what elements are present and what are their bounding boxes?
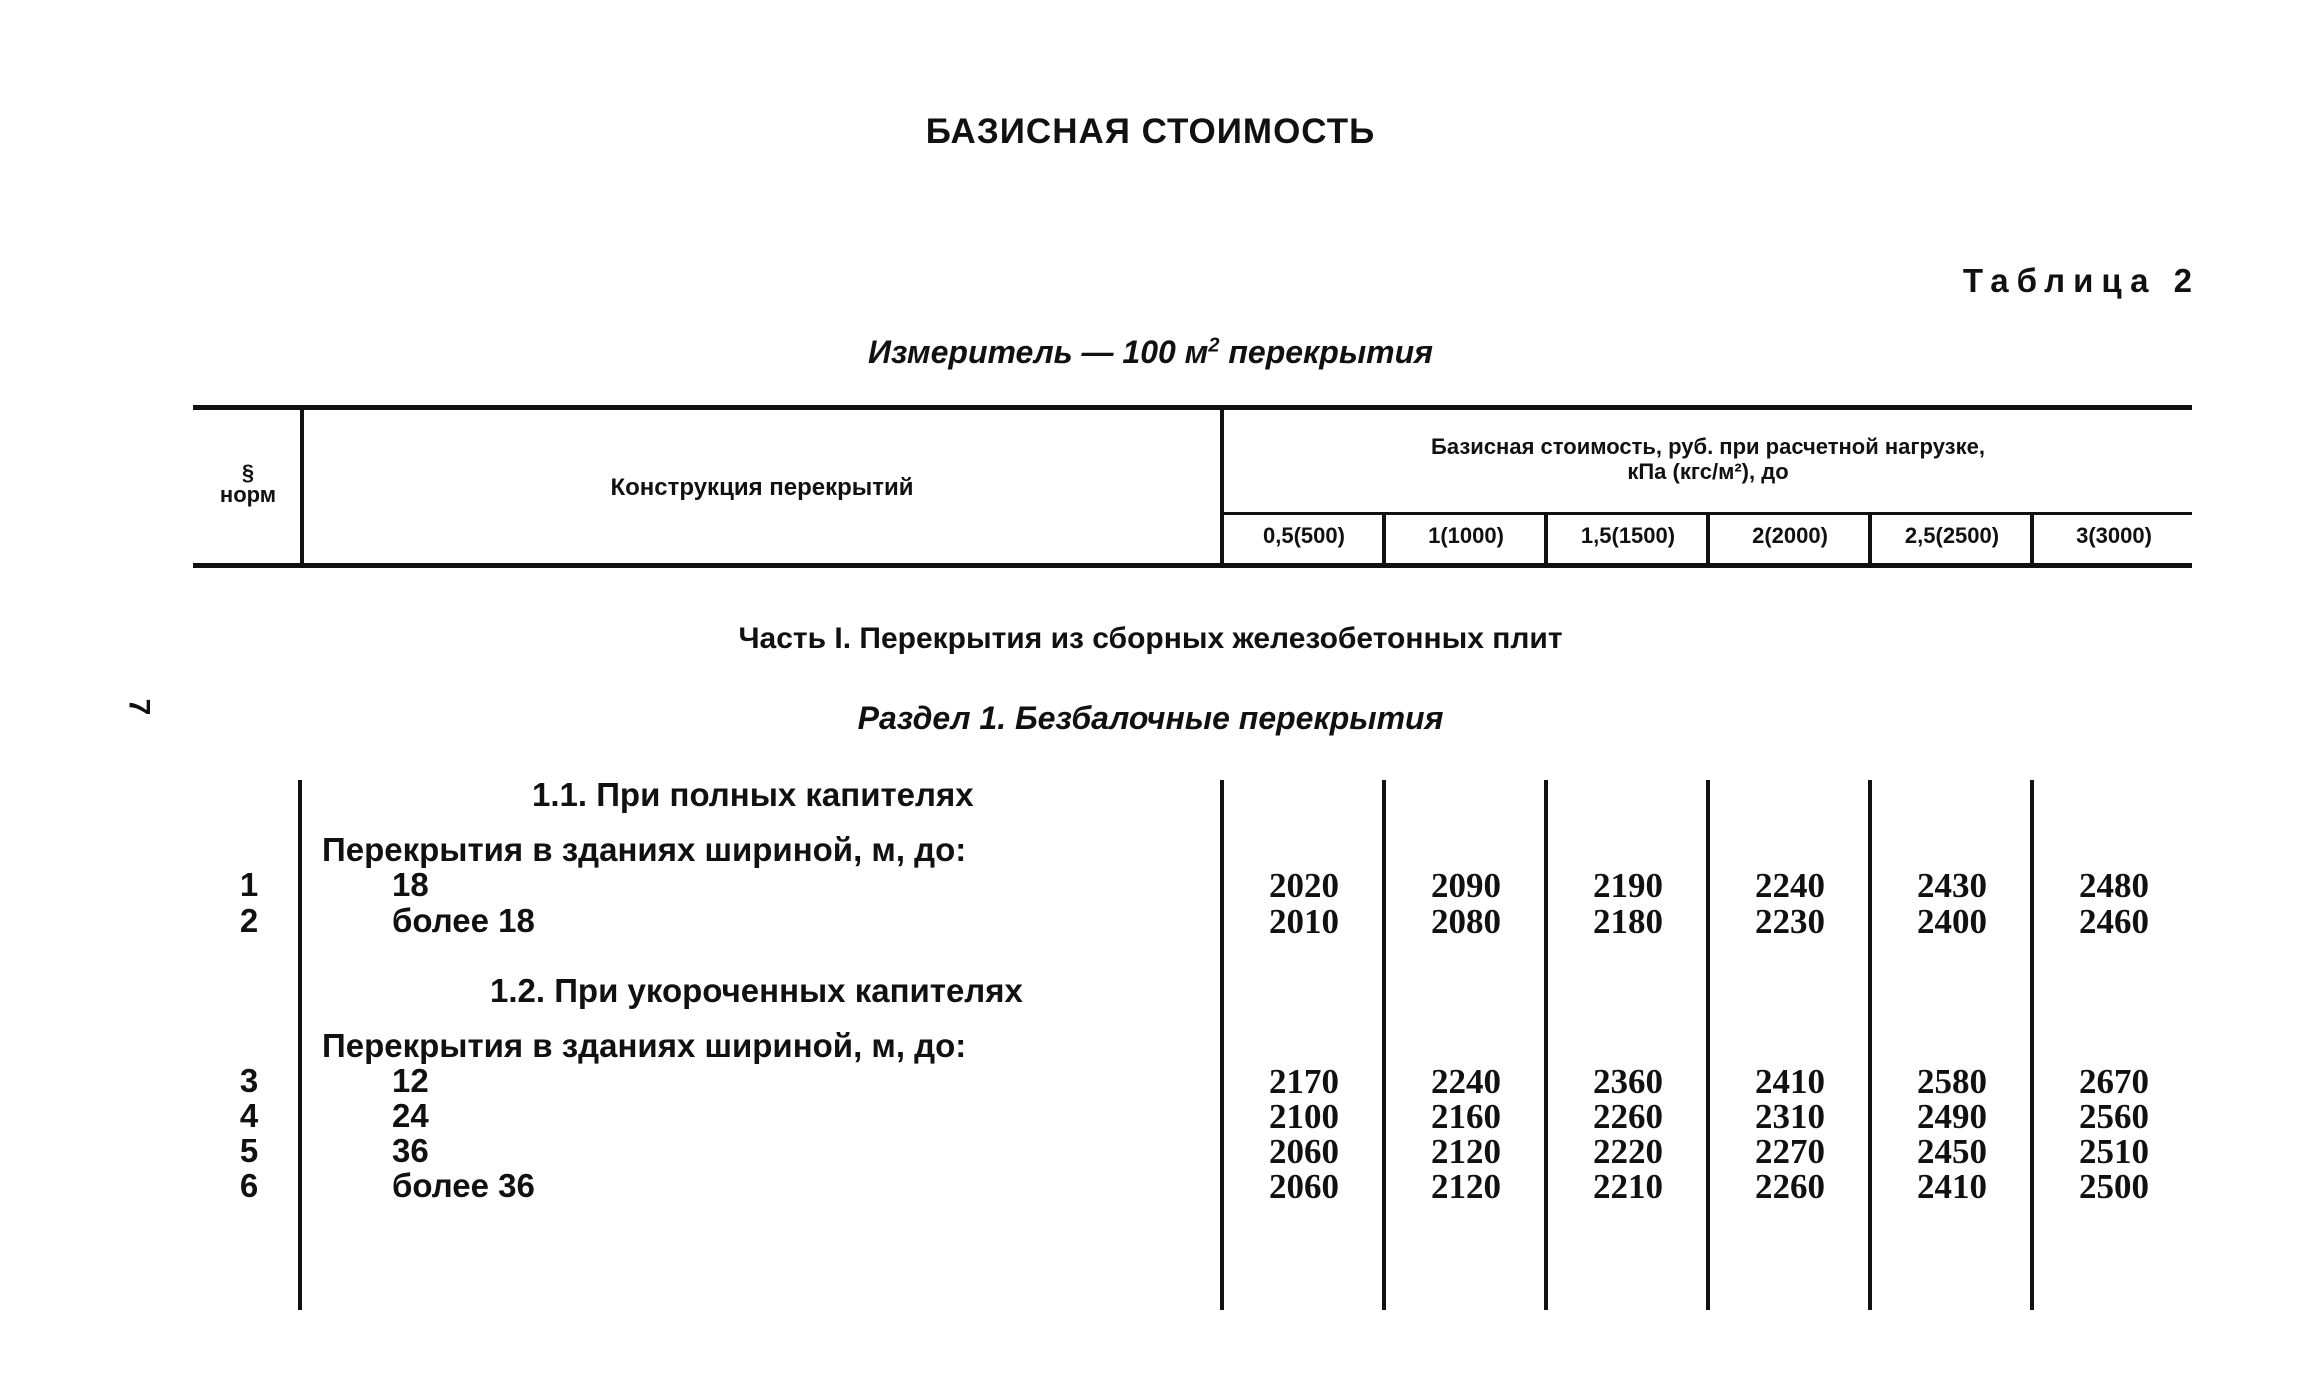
subsection-title: 1.2. При укороченных капителях <box>490 972 1023 1009</box>
load-col-2: 1(1000) <box>1428 523 1504 548</box>
cell-value: 2010 <box>1269 902 1339 941</box>
measure-suffix: перекрытия <box>1219 334 1433 370</box>
header-construction: Конструкция перекрытий <box>610 474 914 501</box>
cell-value: 2240 <box>1755 866 1825 905</box>
cell-value: 2510 <box>2079 1132 2149 1171</box>
cell-value: 2090 <box>1431 866 1501 905</box>
subsection-intro: Перекрытия в зданиях шириной, м, до: <box>322 831 967 868</box>
measure-sup: 2 <box>1208 334 1220 357</box>
header-top-rule <box>193 405 2192 410</box>
body-vline-col5 <box>1868 780 1872 1310</box>
cell-value: 2120 <box>1431 1167 1501 1206</box>
subsection-title: 1.1. При полных капителях <box>532 776 974 813</box>
cell-value: 2400 <box>1917 902 1987 941</box>
cell-value: 2220 <box>1593 1132 1663 1171</box>
load-col-6: 3(3000) <box>2076 523 2152 548</box>
measure-unit <box>0 334 2301 371</box>
cell-value: 2410 <box>1917 1167 1987 1206</box>
cell-value: 2210 <box>1593 1167 1663 1206</box>
row-description: более 18 <box>392 902 535 939</box>
cell-value: 2410 <box>1755 1062 1825 1101</box>
cell-value: 2580 <box>1917 1062 1987 1101</box>
cell-value: 2060 <box>1269 1132 1339 1171</box>
header-norm-line2: норм <box>219 482 277 507</box>
cell-value: 2360 <box>1593 1062 1663 1101</box>
header-cost-line2: кПа (кгс/м²), до <box>1627 459 1789 484</box>
cell-value: 2270 <box>1755 1132 1825 1171</box>
body-vline-col6 <box>2030 780 2034 1310</box>
row-number: 1 <box>239 866 259 903</box>
row-description: 18 <box>392 866 429 903</box>
header-norm <box>196 462 300 506</box>
row-description: 24 <box>392 1097 429 1134</box>
body-vline-norm <box>298 780 302 1310</box>
cell-value: 2230 <box>1755 902 1825 941</box>
cell-value: 2120 <box>1431 1132 1501 1171</box>
section-title: Раздел 1. Безбалочные перекрытия <box>857 700 1444 736</box>
cell-value: 2260 <box>1755 1167 1825 1206</box>
header-cost-line1: Базисная стоимость, руб. при расчетной нагрузке, <box>1431 434 1985 459</box>
row-number: 2 <box>239 902 259 939</box>
part-title: Часть I. Перекрытия из сборных железобетонных плит <box>738 622 1563 655</box>
cell-value: 2260 <box>1593 1097 1663 1136</box>
header-norm-line1: § <box>241 460 255 485</box>
cell-value: 2480 <box>2079 866 2149 905</box>
cell-value: 2080 <box>1431 902 1501 941</box>
load-col-1: 0,5(500) <box>1263 523 1345 548</box>
header-bottom-rule <box>193 563 2192 568</box>
row-number: 6 <box>239 1167 259 1204</box>
cell-value: 2450 <box>1917 1132 1987 1171</box>
cell-value: 2500 <box>2079 1167 2149 1206</box>
cell-value: 2020 <box>1269 866 1339 905</box>
cell-value: 2100 <box>1269 1097 1339 1136</box>
cell-value: 2430 <box>1917 866 1987 905</box>
row-number: 5 <box>239 1132 259 1169</box>
body-vline-col2 <box>1382 780 1386 1310</box>
subsection-intro: Перекрытия в зданиях шириной, м, до: <box>322 1027 967 1064</box>
cell-value: 2170 <box>1269 1062 1339 1101</box>
cell-value: 2180 <box>1593 902 1663 941</box>
cell-value: 2310 <box>1755 1097 1825 1136</box>
page-title: БАЗИСНАЯ СТОИМОСТЬ <box>925 112 1376 151</box>
body-vline-col3 <box>1544 780 1548 1310</box>
cell-value: 2670 <box>2079 1062 2149 1101</box>
row-description: 12 <box>392 1062 429 1099</box>
load-col-4: 2(2000) <box>1752 523 1828 548</box>
load-col-3: 1,5(1500) <box>1580 523 1676 548</box>
row-description: 36 <box>392 1132 429 1169</box>
cell-value: 2240 <box>1431 1062 1501 1101</box>
measure-prefix: Измеритель — 100 м <box>868 334 1209 370</box>
cell-value: 2160 <box>1431 1097 1501 1136</box>
cell-value: 2060 <box>1269 1167 1339 1206</box>
cell-value: 2190 <box>1593 866 1663 905</box>
row-number: 3 <box>239 1062 259 1099</box>
row-description: более 36 <box>392 1167 535 1204</box>
cell-value: 2490 <box>1917 1097 1987 1136</box>
page-side-number: 7 <box>122 698 156 716</box>
body-vline-col4 <box>1706 780 1710 1310</box>
header-cost-group <box>1224 434 2192 484</box>
load-col-5: 2,5(2500) <box>1904 523 2000 548</box>
table-number: Таблица 2 <box>1962 262 2200 299</box>
cell-value: 2560 <box>2079 1097 2149 1136</box>
cell-value: 2460 <box>2079 902 2149 941</box>
body-vline-construction <box>1220 780 1224 1310</box>
row-number: 4 <box>239 1097 259 1134</box>
